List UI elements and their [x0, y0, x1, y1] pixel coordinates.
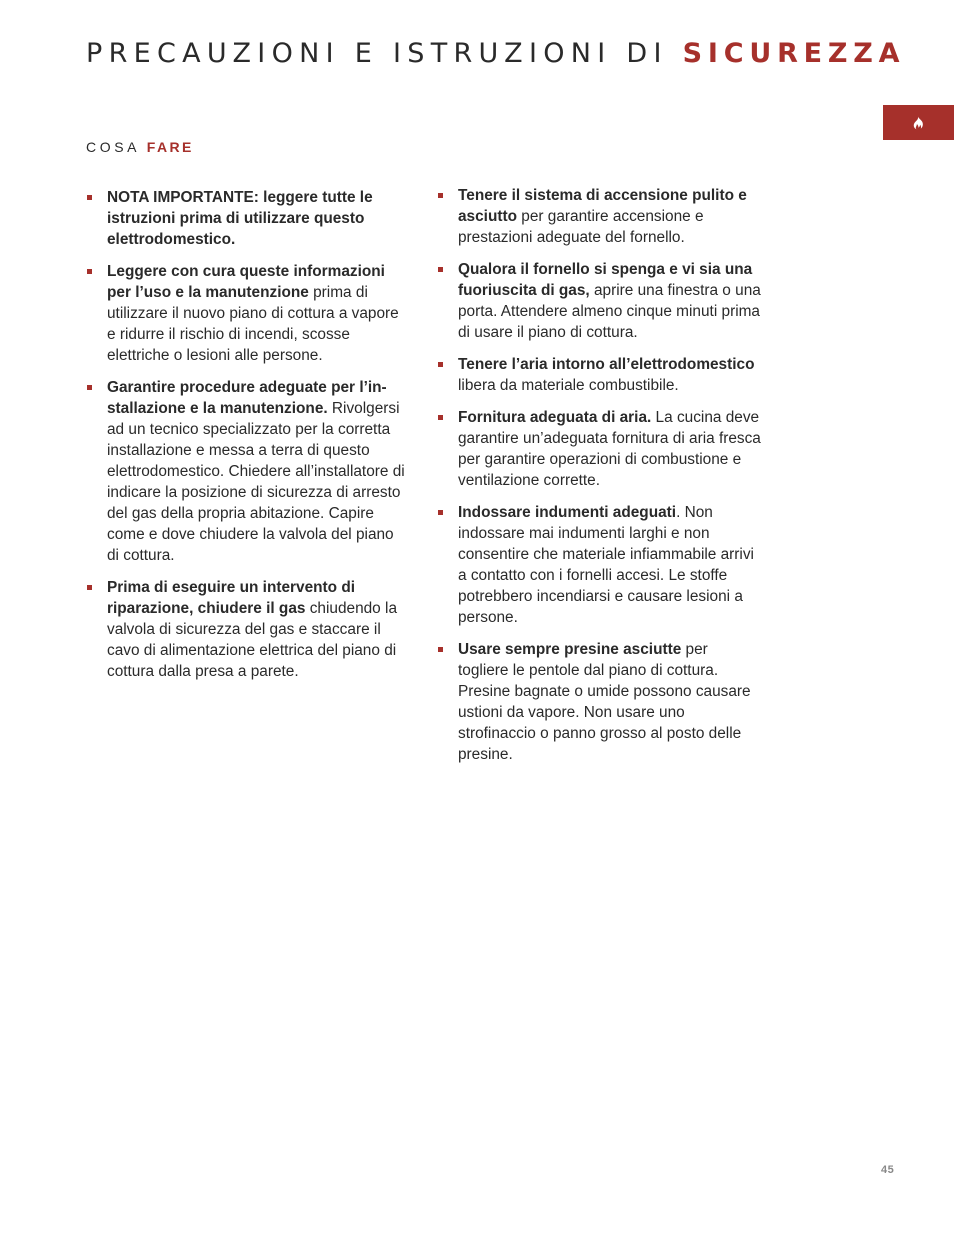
section-heading-accent: FARE [146, 139, 194, 155]
flame-icon [913, 116, 924, 130]
bullet-icon [438, 362, 443, 367]
left-column-list [86, 187, 406, 693]
item-bold-text: Qualora il fornello si spenga e vi sia una fuoriuscita di gas, [458, 261, 753, 299]
list-item [86, 577, 406, 682]
item-bold-text: Usare sempre presine asciutte [458, 641, 682, 658]
item-bold-text: NOTA IMPORTANTE: leggere tutte le istruzioni prima di utilizzare questo elettrodomestico. [107, 189, 373, 248]
item-text: Rivolgersi ad un tecnico specializzato per la corretta installazione e messa a terra di questo elettrodomestico. Chiedere all’installatore di indicare la posizione di sicurezza di arresto del gas della propria abitazione. Capire come e dove chiudere la valvola del piano di cottura. [107, 400, 405, 564]
list-item [437, 639, 761, 765]
item-text: aprire una finestra o una porta. Attendere almeno cinque minuti prima di usare il piano di cottura. [458, 282, 761, 341]
page-title-accent: SICUREZZA [682, 38, 906, 69]
page-number: 45 [881, 1164, 895, 1176]
list-item [437, 407, 761, 491]
right-column-list [437, 185, 761, 776]
bullet-icon [438, 647, 443, 652]
bullet-icon [87, 385, 92, 390]
list-item [86, 187, 406, 250]
list-item [437, 354, 761, 396]
item-text: prima di utilizzare il nuovo piano di cottura a vapore e ridurre il rischio di incendi, scosse elettriche o lesioni alle persone. [107, 284, 399, 364]
section-heading [86, 138, 194, 156]
item-bold-text: Fornitura adeguata di aria. [458, 409, 652, 426]
bullet-icon [438, 510, 443, 515]
bullet-icon [87, 585, 92, 590]
list-item [437, 259, 761, 343]
bullet-icon [438, 267, 443, 272]
list-item [86, 261, 406, 366]
item-bold-text: Indossare indumenti adeguati [458, 504, 677, 521]
list-item [437, 185, 761, 248]
item-text: libera da materiale combustibile. [458, 377, 679, 394]
item-bold-text: Leggere con cura queste informazioni per l’uso e la manutenzione [107, 263, 385, 301]
item-text: . Non indossare mai indumenti larghi e non consentire che materiale infiammabile arrivi a contatto con i fornelli accesi. Le stoffe potrebbero incendiarsi e causare lesioni a persone. [458, 504, 754, 626]
list-item [437, 502, 761, 628]
section-tab [883, 105, 954, 140]
item-text: La cucina deve garantire un’adeguata fornitura di aria fresca per garantire operazioni di combustione e ventilazione corrette. [458, 409, 761, 489]
item-bold-text: Tenere il sistema di accensione pulito e asciutto [458, 187, 747, 225]
item-text: per togliere le pentole dal piano di cottura. Presine bagnate o umide possono causare ustioni da vapore. Non usare uno strofinaccio o panno grosso al posto delle presine. [458, 641, 751, 763]
item-bold-text: Garantire procedure adeguate per l’installazione e la manutenzione. [107, 379, 387, 417]
page-title-main: PRECAUZIONI E ISTRUZIONI DI [86, 38, 683, 69]
list-item [86, 377, 406, 566]
page-title [86, 36, 905, 72]
bullet-icon [438, 193, 443, 198]
bullet-icon [87, 195, 92, 200]
bullet-icon [87, 269, 92, 274]
item-bold-text: Prima di eseguire un intervento di riparazione, chiudere il gas [107, 579, 356, 617]
item-text: per garantire accensione e prestazioni adeguate del fornello. [458, 208, 704, 246]
bullet-icon [438, 415, 443, 420]
item-bold-text: Tenere l’aria intorno all’elettrodomestico [458, 356, 755, 373]
item-text: chiudendo la valvola di sicurezza del gas e staccare il cavo di alimentazione elettrica del piano di cottura dalla presa a parete. [107, 600, 397, 680]
section-heading-main: COSA [86, 139, 147, 155]
